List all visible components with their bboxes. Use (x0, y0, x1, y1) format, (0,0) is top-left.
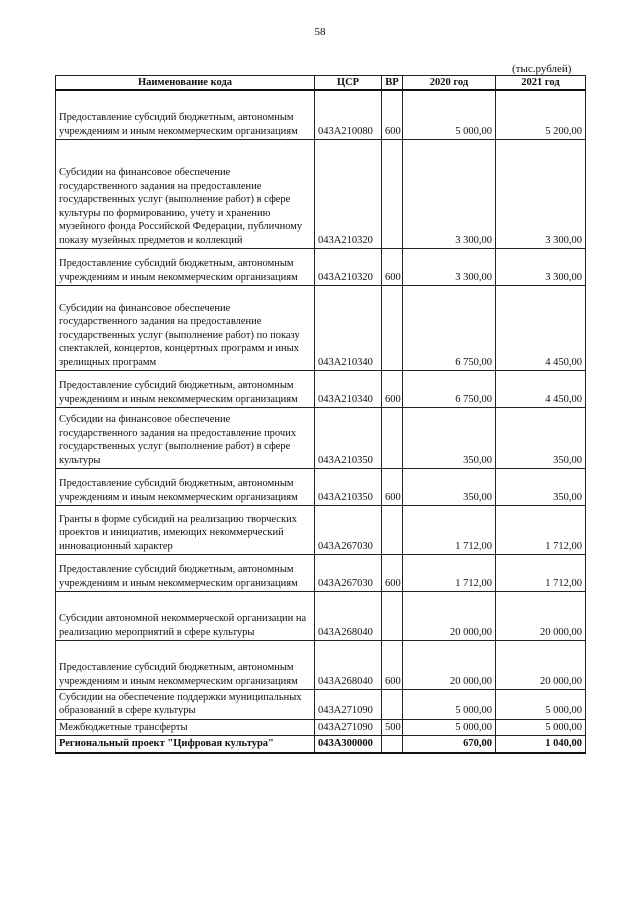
row-vr-cell (382, 591, 403, 640)
row-2021-cell: 5 200,00 (496, 90, 586, 139)
table-row (56, 370, 586, 407)
row-2020-cell: 5 000,00 (403, 719, 496, 735)
table-row (56, 640, 586, 689)
row-vr-cell: 600 (382, 640, 403, 689)
table-row (56, 736, 586, 753)
row-vr-cell (382, 736, 403, 753)
table-row (56, 505, 586, 554)
table-row (56, 285, 586, 370)
row-2021-cell: 1 712,00 (496, 554, 586, 591)
table-row (56, 591, 586, 640)
row-2021-cell: 3 300,00 (496, 248, 586, 285)
table-row (56, 248, 586, 285)
row-2021-cell: 4 450,00 (496, 285, 586, 370)
header-name: Наименование кода (56, 76, 315, 91)
row-name-cell: Региональный проект "Цифровая культура" (56, 736, 315, 753)
row-2021-cell: 350,00 (496, 468, 586, 505)
row-2021-cell: 1 712,00 (496, 505, 586, 554)
row-vr-cell: 600 (382, 468, 403, 505)
row-2020-cell: 5 000,00 (403, 90, 496, 139)
row-name-cell: Предоставление субсидий бюджетным, автономным учреждениям и иным некоммерческим организациям (56, 468, 315, 505)
page-number: 58 (314, 26, 326, 38)
row-name-cell: Субсидии на обеспечение поддержки муниципальных образований в сфере культуры (56, 689, 315, 719)
table-row (56, 90, 586, 139)
header-2020: 2020 год (403, 76, 496, 91)
row-vr-cell: 500 (382, 719, 403, 735)
row-name-cell: Предоставление субсидий бюджетным, автономным учреждениям и иным некоммерческим организациям (56, 248, 315, 285)
row-name-cell: Субсидии на финансовое обеспечение государственного задания на предоставление государственных услуг (выполнение работ) по показу спектаклей, концертов, концертных программ и иных зрелищных программ (56, 285, 315, 370)
row-2020-cell: 3 300,00 (403, 248, 496, 285)
header-2021: 2021 год (496, 76, 586, 91)
row-name-cell: Предоставление субсидий бюджетным, автономным учреждениям и иным некоммерческим организациям (56, 370, 315, 407)
row-name-cell: Предоставление субсидий бюджетным, автономным учреждениям и иным некоммерческим организациям (56, 554, 315, 591)
row-2020-cell: 20 000,00 (403, 640, 496, 689)
row-csr-cell: 043A268040 (315, 591, 382, 640)
row-csr-cell: 043A268040 (315, 640, 382, 689)
row-csr-cell: 043A210350 (315, 407, 382, 468)
row-2020-cell: 6 750,00 (403, 285, 496, 370)
row-2020-cell: 6 750,00 (403, 370, 496, 407)
row-2021-cell: 5 000,00 (496, 689, 586, 719)
row-csr-cell: 043A271090 (315, 689, 382, 719)
table-row (56, 139, 586, 248)
row-vr-cell (382, 285, 403, 370)
row-2020-cell: 3 300,00 (403, 139, 496, 248)
row-2021-cell: 20 000,00 (496, 640, 586, 689)
row-name-cell: Субсидии автономной некоммерческой организации на реализацию мероприятий в сфере культуры (56, 591, 315, 640)
table-row (56, 719, 586, 735)
row-csr-cell: 043A210080 (315, 90, 382, 139)
units-label: (тыс.рублей) (512, 63, 572, 75)
row-csr-cell: 043A271090 (315, 719, 382, 735)
row-2020-cell: 670,00 (403, 736, 496, 753)
row-csr-cell: 043A267030 (315, 505, 382, 554)
row-csr-cell: 043A210320 (315, 139, 382, 248)
row-vr-cell: 600 (382, 248, 403, 285)
row-2021-cell: 3 300,00 (496, 139, 586, 248)
row-csr-cell: 043A300000 (315, 736, 382, 753)
table-header-row (56, 76, 586, 91)
table-row (56, 689, 586, 719)
row-vr-cell (382, 689, 403, 719)
row-name-cell: Межбюджетные трансферты (56, 719, 315, 735)
row-vr-cell (382, 505, 403, 554)
row-name-cell: Гранты в форме субсидий на реализацию творческих проектов и инициатив, имеющих некоммерческий инновационный характер (56, 505, 315, 554)
row-2021-cell: 4 450,00 (496, 370, 586, 407)
table-row (56, 554, 586, 591)
row-2020-cell: 1 712,00 (403, 554, 496, 591)
row-2021-cell: 1 040,00 (496, 736, 586, 753)
row-vr-cell: 600 (382, 554, 403, 591)
budget-table (55, 75, 586, 754)
row-name-cell: Субсидии на финансовое обеспечение государственного задания на предоставление государственных услуг (выполнение работ) в сфере культуры по формированию, учету и хранению музейного фонда Российской Федерации, публичному показу музейных предметов и коллекций (56, 139, 315, 248)
row-2020-cell: 20 000,00 (403, 591, 496, 640)
row-csr-cell: 043A267030 (315, 554, 382, 591)
row-vr-cell (382, 139, 403, 248)
row-2020-cell: 350,00 (403, 468, 496, 505)
table-row (56, 468, 586, 505)
row-2020-cell: 350,00 (403, 407, 496, 468)
row-2020-cell: 1 712,00 (403, 505, 496, 554)
row-csr-cell: 043A210340 (315, 370, 382, 407)
row-name-cell: Предоставление субсидий бюджетным, автономным учреждениям и иным некоммерческим организациям (56, 90, 315, 139)
row-2021-cell: 5 000,00 (496, 719, 586, 735)
row-2021-cell: 350,00 (496, 407, 586, 468)
header-csr: ЦСР (315, 76, 382, 91)
row-csr-cell: 043A210320 (315, 248, 382, 285)
row-2020-cell: 5 000,00 (403, 689, 496, 719)
header-vr: ВР (382, 76, 403, 91)
row-vr-cell (382, 407, 403, 468)
row-csr-cell: 043A210350 (315, 468, 382, 505)
row-csr-cell: 043A210340 (315, 285, 382, 370)
row-vr-cell: 600 (382, 370, 403, 407)
table-row (56, 407, 586, 468)
row-name-cell: Субсидии на финансовое обеспечение государственного задания на предоставление прочих государственных услуг (выполнение работ) в сфере культуры (56, 407, 315, 468)
row-vr-cell: 600 (382, 90, 403, 139)
row-name-cell: Предоставление субсидий бюджетным, автономным учреждениям и иным некоммерческим организациям (56, 640, 315, 689)
row-2021-cell: 20 000,00 (496, 591, 586, 640)
